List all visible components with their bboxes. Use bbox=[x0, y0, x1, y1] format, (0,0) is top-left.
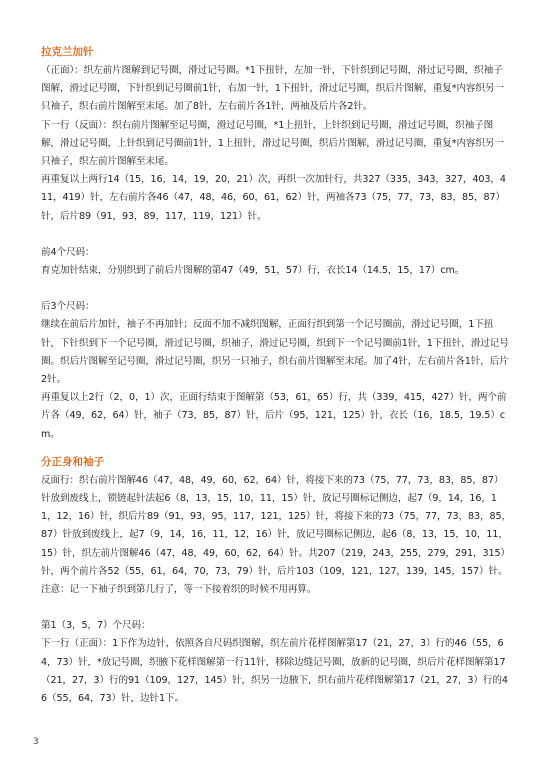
paragraph-wrong-side-row: 下一行（反面）：织右前片图解至记号圈，滑过记号圈，*1上扭针，上针织到记号圈，滑过记号圈，织袖子图解，滑过记号圈，上针织到记号圈前1针，1上扭针，滑过记号圈，织后片图解，滑过记号圈，重复*内容织另一只袖子，织左前片图解至末尾。 bbox=[41, 119, 504, 168]
paragraph-body-repeat: 再重复以上2行（2，0，1）次，正面行结束于图解第（53，61，65）行，共（339，415，427）针，两个前片各（49，62，64）针，袖子（73，85，87）针，后片（95，121，125）针，衣长（16，18.5，19.5）cm。 bbox=[41, 392, 507, 440]
paragraph-right-side-increase-row: （正面）：织左前片图解到记号圈，滑过记号圈。*1下扭针，左加一针，下针织到记号圈，滑过记号圈，织袖子图解，滑过记号圈，下针织到记号圈前1针，右加一针，1下扭针，滑过记号圈，织后片图解，重复*内容织另一只袖子，织右前片图解至末尾。加了8针，左右前片各1针，两袖及后片各2针。 bbox=[41, 65, 504, 113]
paragraph-yoke-end: 育克加针结束，分别织到了前后片图解的第47（49，51，57）行，衣长14（14.5，15，17）cm。 bbox=[41, 265, 465, 277]
paragraph-repeat-count: 再重复以上两行14（15，16，14，19，20，21）次，再织一次加针行，共327（335，343，327，403，411，419）针，左右前片各46（47，48，46，60，61，62）针，两袖各73（75，77，73，83，85，87）针，后片89（91，93，89，117，119，121）针。 bbox=[41, 174, 506, 222]
paragraph-body-increase-continue: 继续在前后片加针，袖子不再加针；反面不加不减织图解，正面行织到第一个记号圈前，滑过记号圈，1下扭针，下针织到下一个记号圈，滑过记号圈，织袖子，滑过记号圈，织到下一个记号圈前1针，1下扭针，滑过记号圈。织后片图解至记号圈，滑过记号圈，织另一只袖子，织右前片图解至末尾。加了4针，左右前片各1针，后片2针。 bbox=[41, 319, 509, 386]
paragraph-next-row-right-side: 下一行（正面）：1下作为边针，依照各自尺码织图解，织左前片花样图解第17（21，27，3）行的46（55，64，73）针，*放记号圈，织腋下花样图解第一行11针，移除边缝记号圈，放新的记号圈，织后片花样图解第17（21，27，3）行的91（109，127，145）针，织另一边腋下，织右前片花样图解第17（21，27，3）行的46（55，64，73）针，边针1下。 bbox=[41, 638, 508, 705]
page-number: 3 bbox=[33, 737, 39, 747]
paragraph-last-three-sizes-label: 后3个尺码： bbox=[41, 301, 95, 313]
section-heading-raglan-increase: 拉克兰加针 bbox=[41, 46, 94, 58]
paragraph-divide-wrong-side: 反面行：织右前片图解46（47，48，49，60，62，64）针，将接下来的73（75，77，73，83，85，87）针放到废线上，锁链起针法起6（8，13，15，10，11，15）针，放记号圈标记侧边，起7（9，14，16，11，12，16）针，织后片89（91，93，95，117，121，125）针，将接下来的73（75，77，73，83，85，87）针放到废线上，起7（9，14，16，11，12，16）针，放记号圈标记侧边，起6（8，13，15，10，11，15）针，织左前片图解46（47，48，49，60，62，64）针。共207（219，243，255，279，291，315）针，两个前片各52（55，61，64，70，73，79）针，后片103（109，121，127，139，145，157）针。 bbox=[41, 474, 511, 577]
section-heading-divide-body-sleeves: 分正身和袖子 bbox=[41, 455, 104, 468]
paragraph-note: 注意：记一下袖子织到第几行了，等一下接着织的时候不用再算。 bbox=[41, 584, 317, 596]
paragraph-sizes-1-3-5-7-label: 第1（3，5，7）个尺码： bbox=[41, 620, 151, 632]
document-body bbox=[41, 42, 511, 708]
paragraph-first-four-sizes-label: 前4个尺码： bbox=[41, 246, 95, 258]
